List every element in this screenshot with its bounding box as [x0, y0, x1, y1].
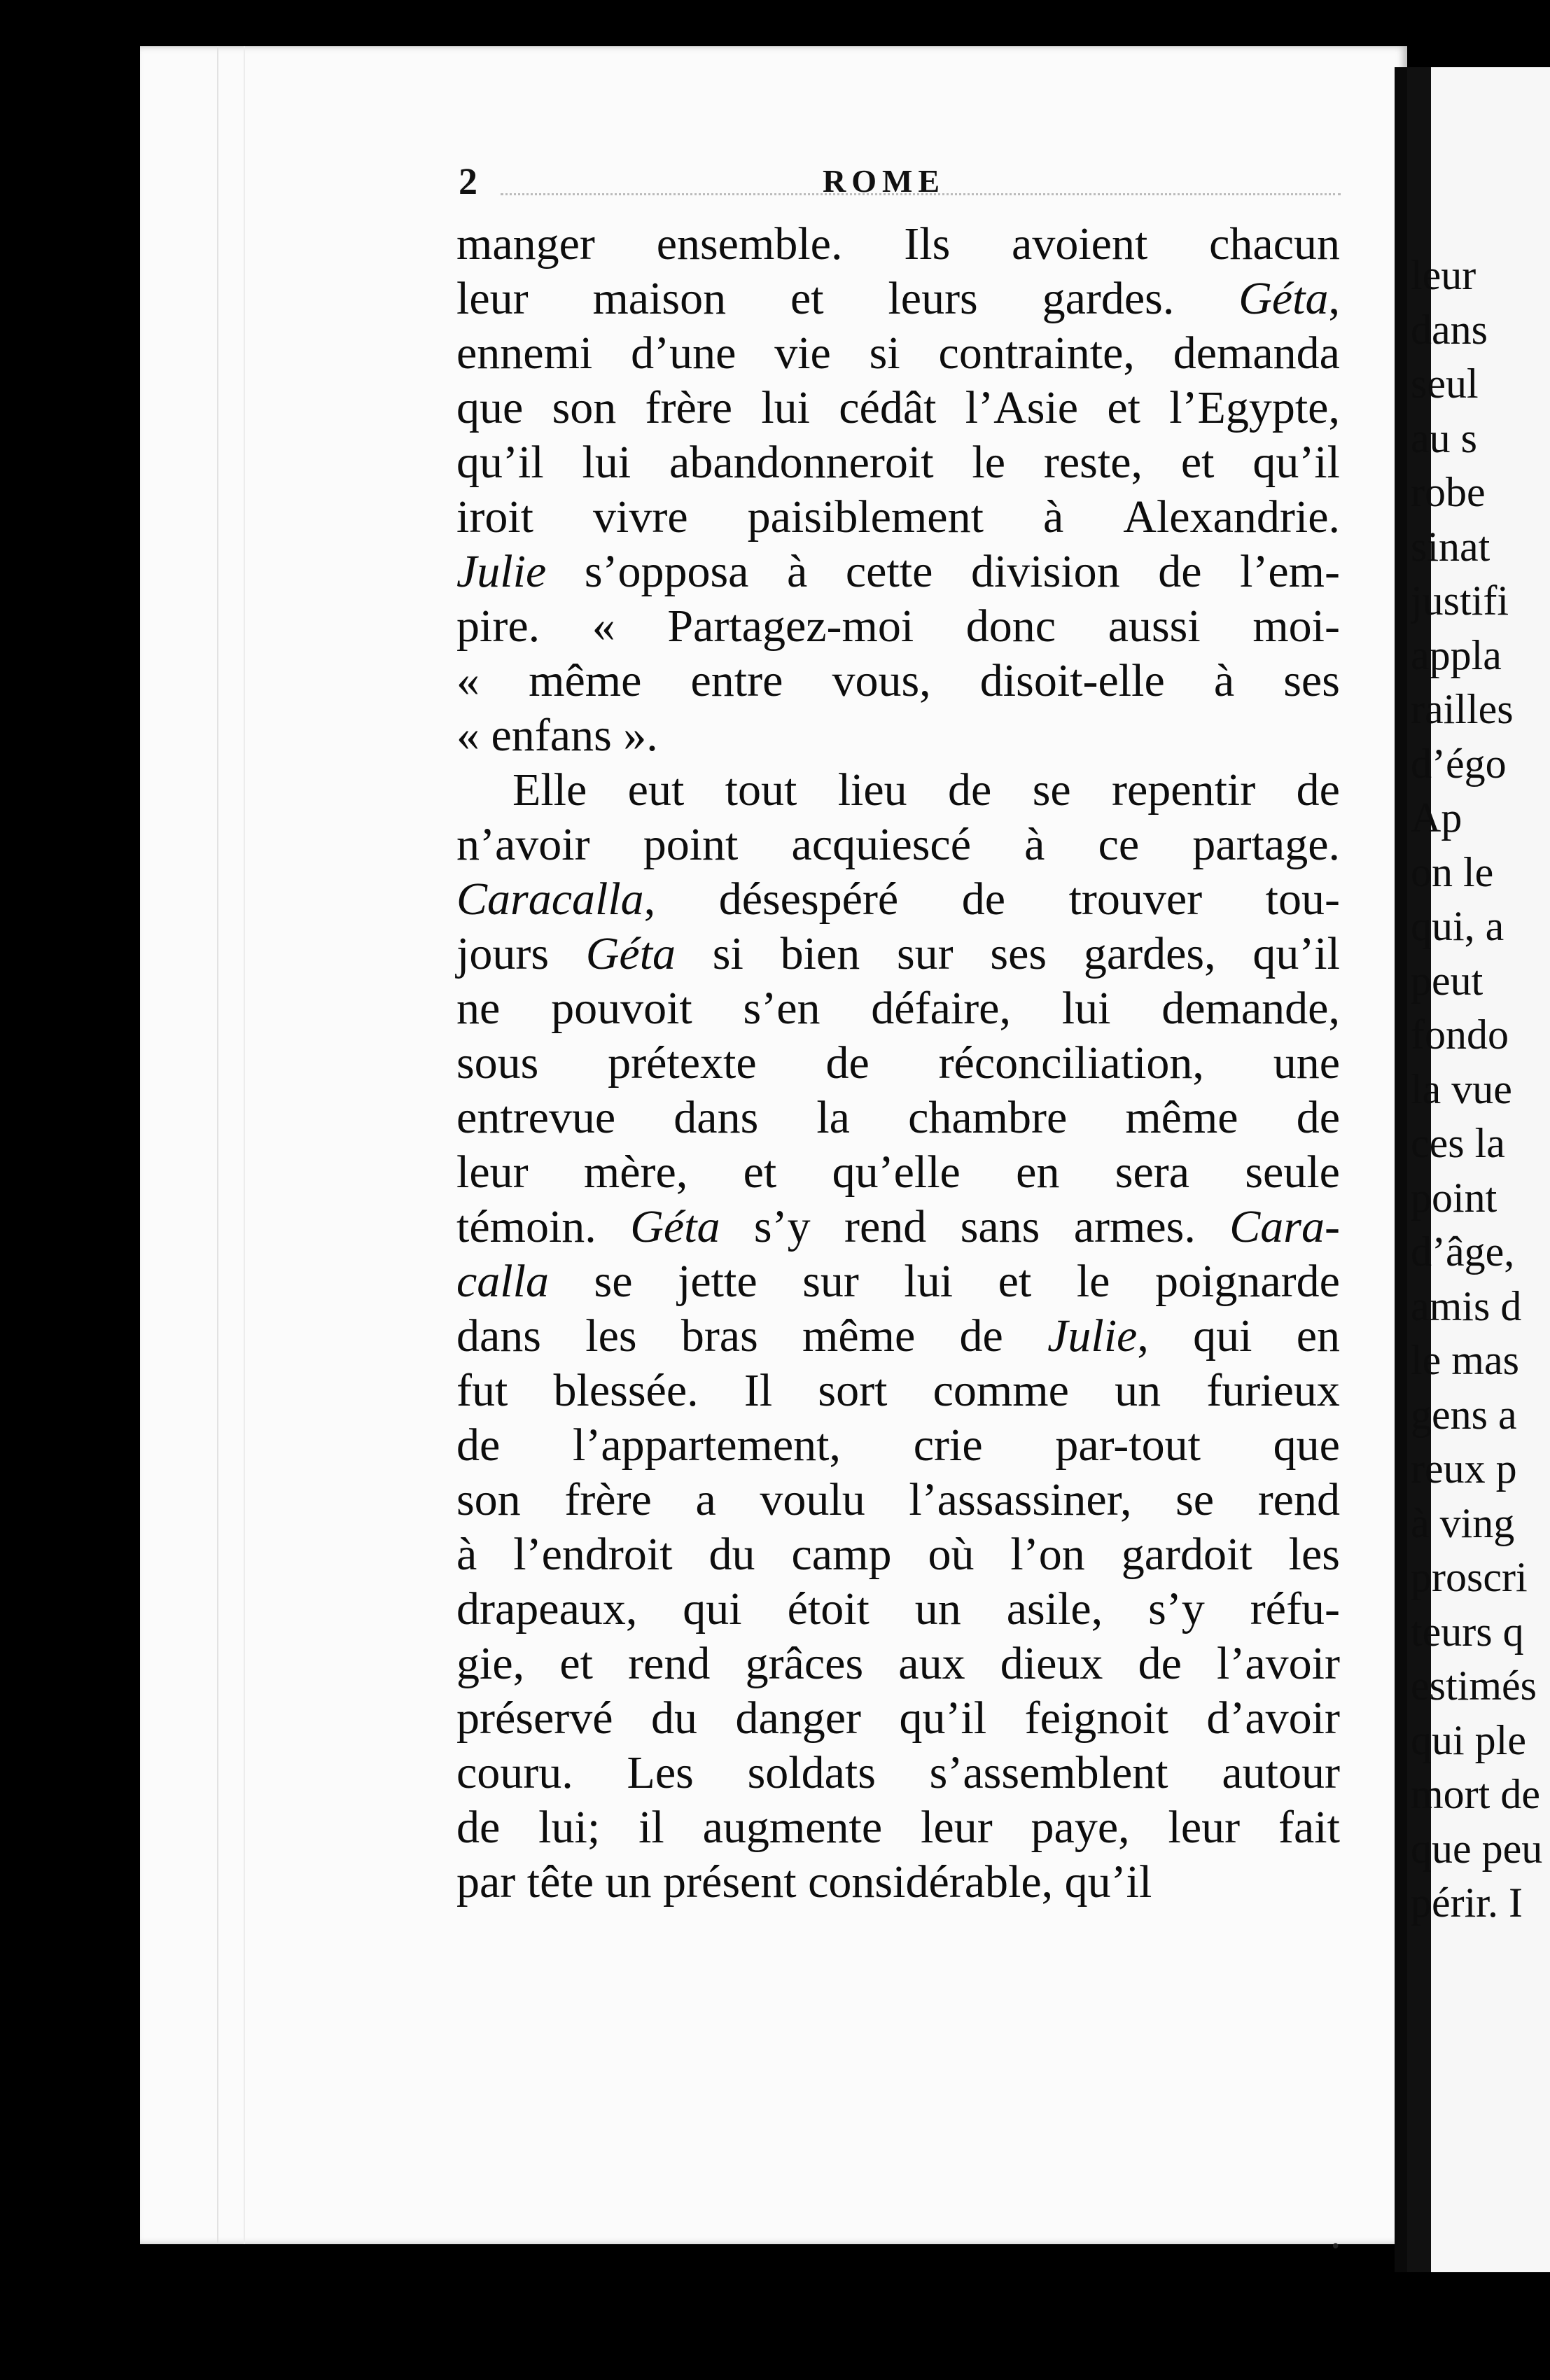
- word: poignarde: [1155, 1256, 1340, 1307]
- word: si: [869, 328, 900, 379]
- word: présent: [663, 1856, 797, 1907]
- word: et: [559, 1638, 593, 1689]
- word: rend: [1257, 1474, 1340, 1525]
- word: à: [787, 546, 808, 597]
- word: s’en: [743, 983, 821, 1034]
- text-line: [456, 1473, 1340, 1527]
- facing-text-line: dans: [1411, 306, 1488, 353]
- word: eut: [627, 764, 685, 816]
- word: Caracalla,: [456, 874, 656, 925]
- word: s’y: [1148, 1583, 1205, 1634]
- word: iroit: [456, 491, 533, 542]
- text-line: [456, 1800, 1340, 1855]
- word: contrainte,: [938, 328, 1135, 379]
- word: cette: [845, 546, 933, 597]
- word: cédât: [839, 382, 937, 433]
- word: même: [1125, 1092, 1238, 1143]
- word: gardes,: [1083, 928, 1216, 979]
- word: partage.: [1192, 819, 1340, 870]
- word: demande,: [1161, 983, 1340, 1034]
- text-line: [456, 1855, 1340, 1910]
- word: tête: [526, 1856, 594, 1907]
- word: feignoit: [1024, 1693, 1168, 1744]
- word: dans: [673, 1092, 759, 1143]
- word: jours: [456, 928, 549, 979]
- facing-text-line: d’âge,: [1411, 1228, 1515, 1275]
- word: frère: [645, 382, 733, 433]
- word: bien: [780, 928, 860, 979]
- word: et: [743, 1147, 777, 1198]
- facing-page-text: [1411, 248, 1550, 1931]
- word: camp: [791, 1529, 892, 1580]
- text-line: [456, 654, 1340, 708]
- word: et: [1180, 437, 1215, 488]
- word: calla: [456, 1256, 549, 1307]
- word: se: [1175, 1474, 1215, 1525]
- word: moi-: [1252, 601, 1340, 652]
- text-line: [456, 1309, 1340, 1364]
- word: l’Egypte,: [1169, 382, 1340, 433]
- word: n’avoir: [456, 819, 590, 870]
- word: asile,: [1006, 1583, 1103, 1634]
- word: que: [456, 382, 524, 433]
- facing-text-line: peut: [1411, 957, 1483, 1004]
- facing-text-line: robe: [1411, 469, 1486, 515]
- word: Elle: [512, 764, 587, 816]
- word: un: [1115, 1365, 1161, 1416]
- word: de: [1158, 546, 1202, 597]
- facing-text-line: sinat: [1411, 523, 1490, 570]
- word: il: [638, 1802, 664, 1853]
- facing-text-line: gens a: [1411, 1391, 1517, 1438]
- word: blessée.: [553, 1365, 699, 1416]
- word: Julie,: [1047, 1310, 1149, 1362]
- word: donc: [965, 601, 1056, 652]
- word: Géta,: [1238, 273, 1340, 324]
- word: furieux: [1206, 1365, 1340, 1416]
- word: a: [695, 1474, 716, 1525]
- word: Alexandrie.: [1123, 491, 1340, 542]
- word: l’avoir: [1217, 1638, 1340, 1689]
- word: sera: [1115, 1147, 1190, 1198]
- text-line: [456, 217, 1340, 272]
- text-line: [456, 1582, 1340, 1637]
- word: leur: [456, 1147, 529, 1198]
- word: étoit: [787, 1583, 870, 1634]
- word: entrevue: [456, 1092, 616, 1143]
- word: qu’elle: [832, 1147, 961, 1198]
- word: l’appartement,: [573, 1420, 841, 1471]
- facing-text-line: mort de: [1411, 1771, 1540, 1817]
- word: du: [651, 1693, 697, 1744]
- page-edge-lines: [217, 46, 245, 2244]
- facing-text-line: le mas: [1411, 1337, 1519, 1383]
- word: fut: [456, 1365, 508, 1416]
- text-line: [456, 326, 1340, 381]
- word: qu’il: [456, 437, 544, 488]
- word: la: [816, 1092, 850, 1143]
- word: qu’il: [1252, 928, 1340, 979]
- text-line: [456, 927, 1340, 981]
- text-line: [456, 1527, 1340, 1582]
- word: l’endroit: [513, 1529, 673, 1580]
- text-line: [456, 981, 1340, 1036]
- word: frère: [564, 1474, 652, 1525]
- word: augmente: [702, 1802, 883, 1853]
- word: se: [594, 1256, 633, 1307]
- text-line: [456, 545, 1340, 599]
- word: rend: [628, 1638, 711, 1689]
- word: leurs: [888, 273, 978, 324]
- word: ses: [990, 928, 1047, 979]
- word: vous,: [832, 655, 931, 706]
- word: jette: [678, 1256, 757, 1307]
- word: ne: [456, 983, 501, 1034]
- facing-text-line: reux p: [1411, 1446, 1517, 1492]
- word: et: [1107, 382, 1140, 433]
- word: s’assemblent: [929, 1747, 1168, 1798]
- word: seule: [1245, 1147, 1340, 1198]
- word: que: [1273, 1420, 1340, 1471]
- word: leur: [921, 1802, 993, 1853]
- word: soldats: [747, 1747, 876, 1798]
- word: défaire,: [871, 983, 1011, 1034]
- facing-text-line: ces la: [1411, 1120, 1505, 1166]
- facing-text-line: d’égo: [1411, 740, 1507, 787]
- word: leur: [456, 273, 529, 324]
- word: trouver: [1068, 874, 1203, 925]
- word: dieux: [1000, 1638, 1103, 1689]
- word: en: [1016, 1147, 1060, 1198]
- text-line: [456, 1691, 1340, 1746]
- word: le: [972, 437, 1006, 488]
- word: pouvoit: [551, 983, 692, 1034]
- facing-text-line: fondo: [1411, 1011, 1509, 1058]
- facing-text-line: qui, a: [1411, 903, 1504, 949]
- word: et: [998, 1256, 1032, 1307]
- word: «: [592, 601, 615, 652]
- word: de: [1296, 1092, 1340, 1143]
- text-line: [456, 435, 1340, 490]
- word: tou-: [1265, 874, 1340, 925]
- word: lui;: [538, 1802, 601, 1853]
- facing-text-line: amis d: [1411, 1282, 1522, 1329]
- word: à: [1213, 655, 1235, 706]
- word: couru.: [456, 1747, 573, 1798]
- word: gardes.: [1042, 273, 1175, 324]
- text-line: [456, 1036, 1340, 1091]
- word: de: [1138, 1638, 1182, 1689]
- word: prétexte: [608, 1037, 757, 1088]
- text-line: [456, 818, 1340, 872]
- text-line: [456, 1418, 1340, 1473]
- word: reste,: [1043, 437, 1143, 488]
- word: pire.: [456, 601, 540, 652]
- word: qu’il: [1064, 1856, 1152, 1907]
- word: Julie: [456, 546, 547, 597]
- facing-text-line: railles: [1411, 686, 1514, 732]
- word: qui: [1193, 1310, 1252, 1362]
- word: si: [712, 928, 743, 979]
- text-line: [456, 1254, 1340, 1309]
- word: abandonneroit: [669, 437, 934, 488]
- word: entre: [690, 655, 783, 706]
- word: de: [961, 874, 1006, 925]
- facing-text-line: estimés: [1411, 1662, 1537, 1709]
- text-line: [456, 490, 1340, 545]
- word: son: [456, 1474, 521, 1525]
- word: avoient: [1012, 218, 1148, 270]
- facing-text-line: teurs q: [1411, 1608, 1524, 1655]
- word: à: [1024, 819, 1045, 870]
- facing-text-line: appla: [1411, 631, 1502, 678]
- word: ennemi: [456, 328, 593, 379]
- word: Géta: [630, 1201, 720, 1252]
- word: sans: [960, 1201, 1040, 1252]
- word: vivre: [593, 491, 688, 542]
- word: à: [456, 1529, 477, 1580]
- facing-text-line: justifi: [1411, 578, 1509, 624]
- running-title: ROME: [823, 163, 946, 199]
- word: chacun: [1209, 218, 1340, 270]
- text-line: [456, 708, 1340, 763]
- word: de: [959, 1310, 1003, 1362]
- word: ce: [1098, 819, 1140, 870]
- word: lui: [761, 382, 810, 433]
- word: manger: [456, 218, 595, 270]
- word: l’on: [1010, 1529, 1085, 1580]
- word: lui: [1061, 983, 1111, 1034]
- word: enfans: [491, 710, 612, 761]
- word: qu’il: [899, 1693, 987, 1744]
- word: en: [1296, 1310, 1340, 1362]
- word: son: [552, 382, 617, 433]
- word: danger: [735, 1693, 862, 1744]
- word: aux: [898, 1638, 965, 1689]
- word: ».: [623, 710, 658, 761]
- word: désespéré: [718, 874, 899, 925]
- word: qu’il: [1252, 437, 1340, 488]
- text-line: [456, 381, 1340, 435]
- word: témoin.: [456, 1201, 596, 1252]
- text-line: [456, 872, 1340, 927]
- word: drapeaux,: [456, 1583, 638, 1634]
- word: tout: [725, 764, 797, 816]
- text-line: [456, 272, 1340, 326]
- text-line: [456, 1091, 1340, 1145]
- word: mère,: [583, 1147, 688, 1198]
- facing-text-line: on le: [1411, 848, 1494, 895]
- word: même: [802, 1310, 916, 1362]
- word: leur: [1168, 1802, 1241, 1853]
- word: disoit-elle: [979, 655, 1165, 706]
- word: division: [970, 546, 1120, 597]
- text-line: [456, 1746, 1340, 1800]
- word: ensemble.: [656, 218, 843, 270]
- word: lieu: [837, 764, 907, 816]
- word: l’em-: [1240, 546, 1340, 597]
- word: un: [914, 1583, 961, 1634]
- word: réfu-: [1250, 1583, 1340, 1634]
- word: où: [928, 1529, 975, 1580]
- word: par-tout: [1055, 1420, 1201, 1471]
- word: Il: [743, 1365, 773, 1416]
- word: autour: [1222, 1747, 1340, 1798]
- word: repentir: [1112, 764, 1256, 816]
- word: préservé: [456, 1693, 613, 1744]
- word: l’Asie: [965, 382, 1079, 433]
- text-line: [456, 1364, 1340, 1418]
- text-line: [456, 1200, 1340, 1254]
- word: sur: [896, 928, 954, 979]
- word: paye,: [1031, 1802, 1130, 1853]
- word: gie,: [456, 1638, 525, 1689]
- word: l’assassiner,: [909, 1474, 1132, 1525]
- word: vie: [774, 328, 831, 379]
- word: qui: [683, 1583, 742, 1634]
- word: paisiblement: [747, 491, 984, 542]
- word: d’avoir: [1206, 1693, 1340, 1744]
- word: Géta: [585, 928, 676, 979]
- facing-text-line: Ap: [1411, 794, 1462, 841]
- word: point: [643, 819, 739, 870]
- facing-text-line: proscri: [1411, 1554, 1528, 1600]
- word: crie: [913, 1420, 983, 1471]
- page-number: 2: [459, 160, 477, 202]
- word: une: [1273, 1037, 1340, 1088]
- word: Les: [627, 1747, 694, 1798]
- word: voulu: [760, 1474, 865, 1525]
- word: sur: [802, 1256, 859, 1307]
- word: Cara-: [1229, 1201, 1340, 1252]
- word: grâces: [745, 1638, 864, 1689]
- word: s’y: [753, 1201, 811, 1252]
- word: et: [790, 273, 824, 324]
- word: dans: [456, 1310, 541, 1362]
- main-text-block: [456, 217, 1340, 1910]
- word: chambre: [908, 1092, 1068, 1143]
- text-line: [456, 1637, 1340, 1691]
- word: fait: [1278, 1802, 1340, 1853]
- word: les: [1288, 1529, 1340, 1580]
- facing-text-line: point: [1411, 1174, 1497, 1221]
- word: de: [825, 1037, 870, 1088]
- text-line: [456, 1145, 1340, 1200]
- word: réconciliation,: [938, 1037, 1204, 1088]
- running-head: [459, 160, 1341, 209]
- word: ses: [1283, 655, 1340, 706]
- word: lui: [904, 1256, 954, 1307]
- word: Partagez-moi: [667, 601, 914, 652]
- word: de: [456, 1420, 501, 1471]
- word: même: [529, 655, 642, 706]
- text-line: [456, 599, 1340, 654]
- word: maison: [592, 273, 727, 324]
- word: sort: [818, 1365, 888, 1416]
- word: rend: [844, 1201, 927, 1252]
- facing-text-line: à ving: [1411, 1499, 1515, 1546]
- word: le: [1076, 1256, 1110, 1307]
- word: sous: [456, 1037, 539, 1088]
- word: «: [456, 655, 480, 706]
- facing-text-line: seul: [1411, 360, 1479, 407]
- facing-text-line: au s: [1411, 414, 1477, 461]
- word: se: [1032, 764, 1071, 816]
- word: du: [708, 1529, 755, 1580]
- word: bras: [680, 1310, 758, 1362]
- word: de: [456, 1802, 501, 1853]
- word: à: [1042, 491, 1064, 542]
- facing-text-line: périr. I: [1411, 1879, 1523, 1926]
- word: d’une: [631, 328, 736, 379]
- text-line: [456, 763, 1340, 818]
- word: comme: [933, 1365, 1069, 1416]
- word: lui: [582, 437, 631, 488]
- word: par: [456, 1856, 516, 1907]
- word: s’opposa: [584, 546, 749, 597]
- facing-text-line: que peu: [1411, 1825, 1543, 1872]
- word: demanda: [1173, 328, 1340, 379]
- word: les: [585, 1310, 637, 1362]
- word: Ils: [904, 218, 951, 270]
- word: acquiescé: [791, 819, 972, 870]
- word: considérable,: [808, 1856, 1054, 1907]
- word: gardoit: [1121, 1529, 1252, 1580]
- bottom-mark: •: [1330, 2236, 1341, 2258]
- word: de: [948, 764, 992, 816]
- facing-text-line: la vue: [1411, 1065, 1512, 1112]
- facing-text-line: leur: [1411, 252, 1476, 298]
- word: de: [1296, 764, 1340, 816]
- word: aussi: [1108, 601, 1201, 652]
- word: un: [605, 1856, 652, 1907]
- facing-text-line: qui ple: [1411, 1716, 1526, 1763]
- word: «: [456, 710, 480, 761]
- word: armes.: [1073, 1201, 1196, 1252]
